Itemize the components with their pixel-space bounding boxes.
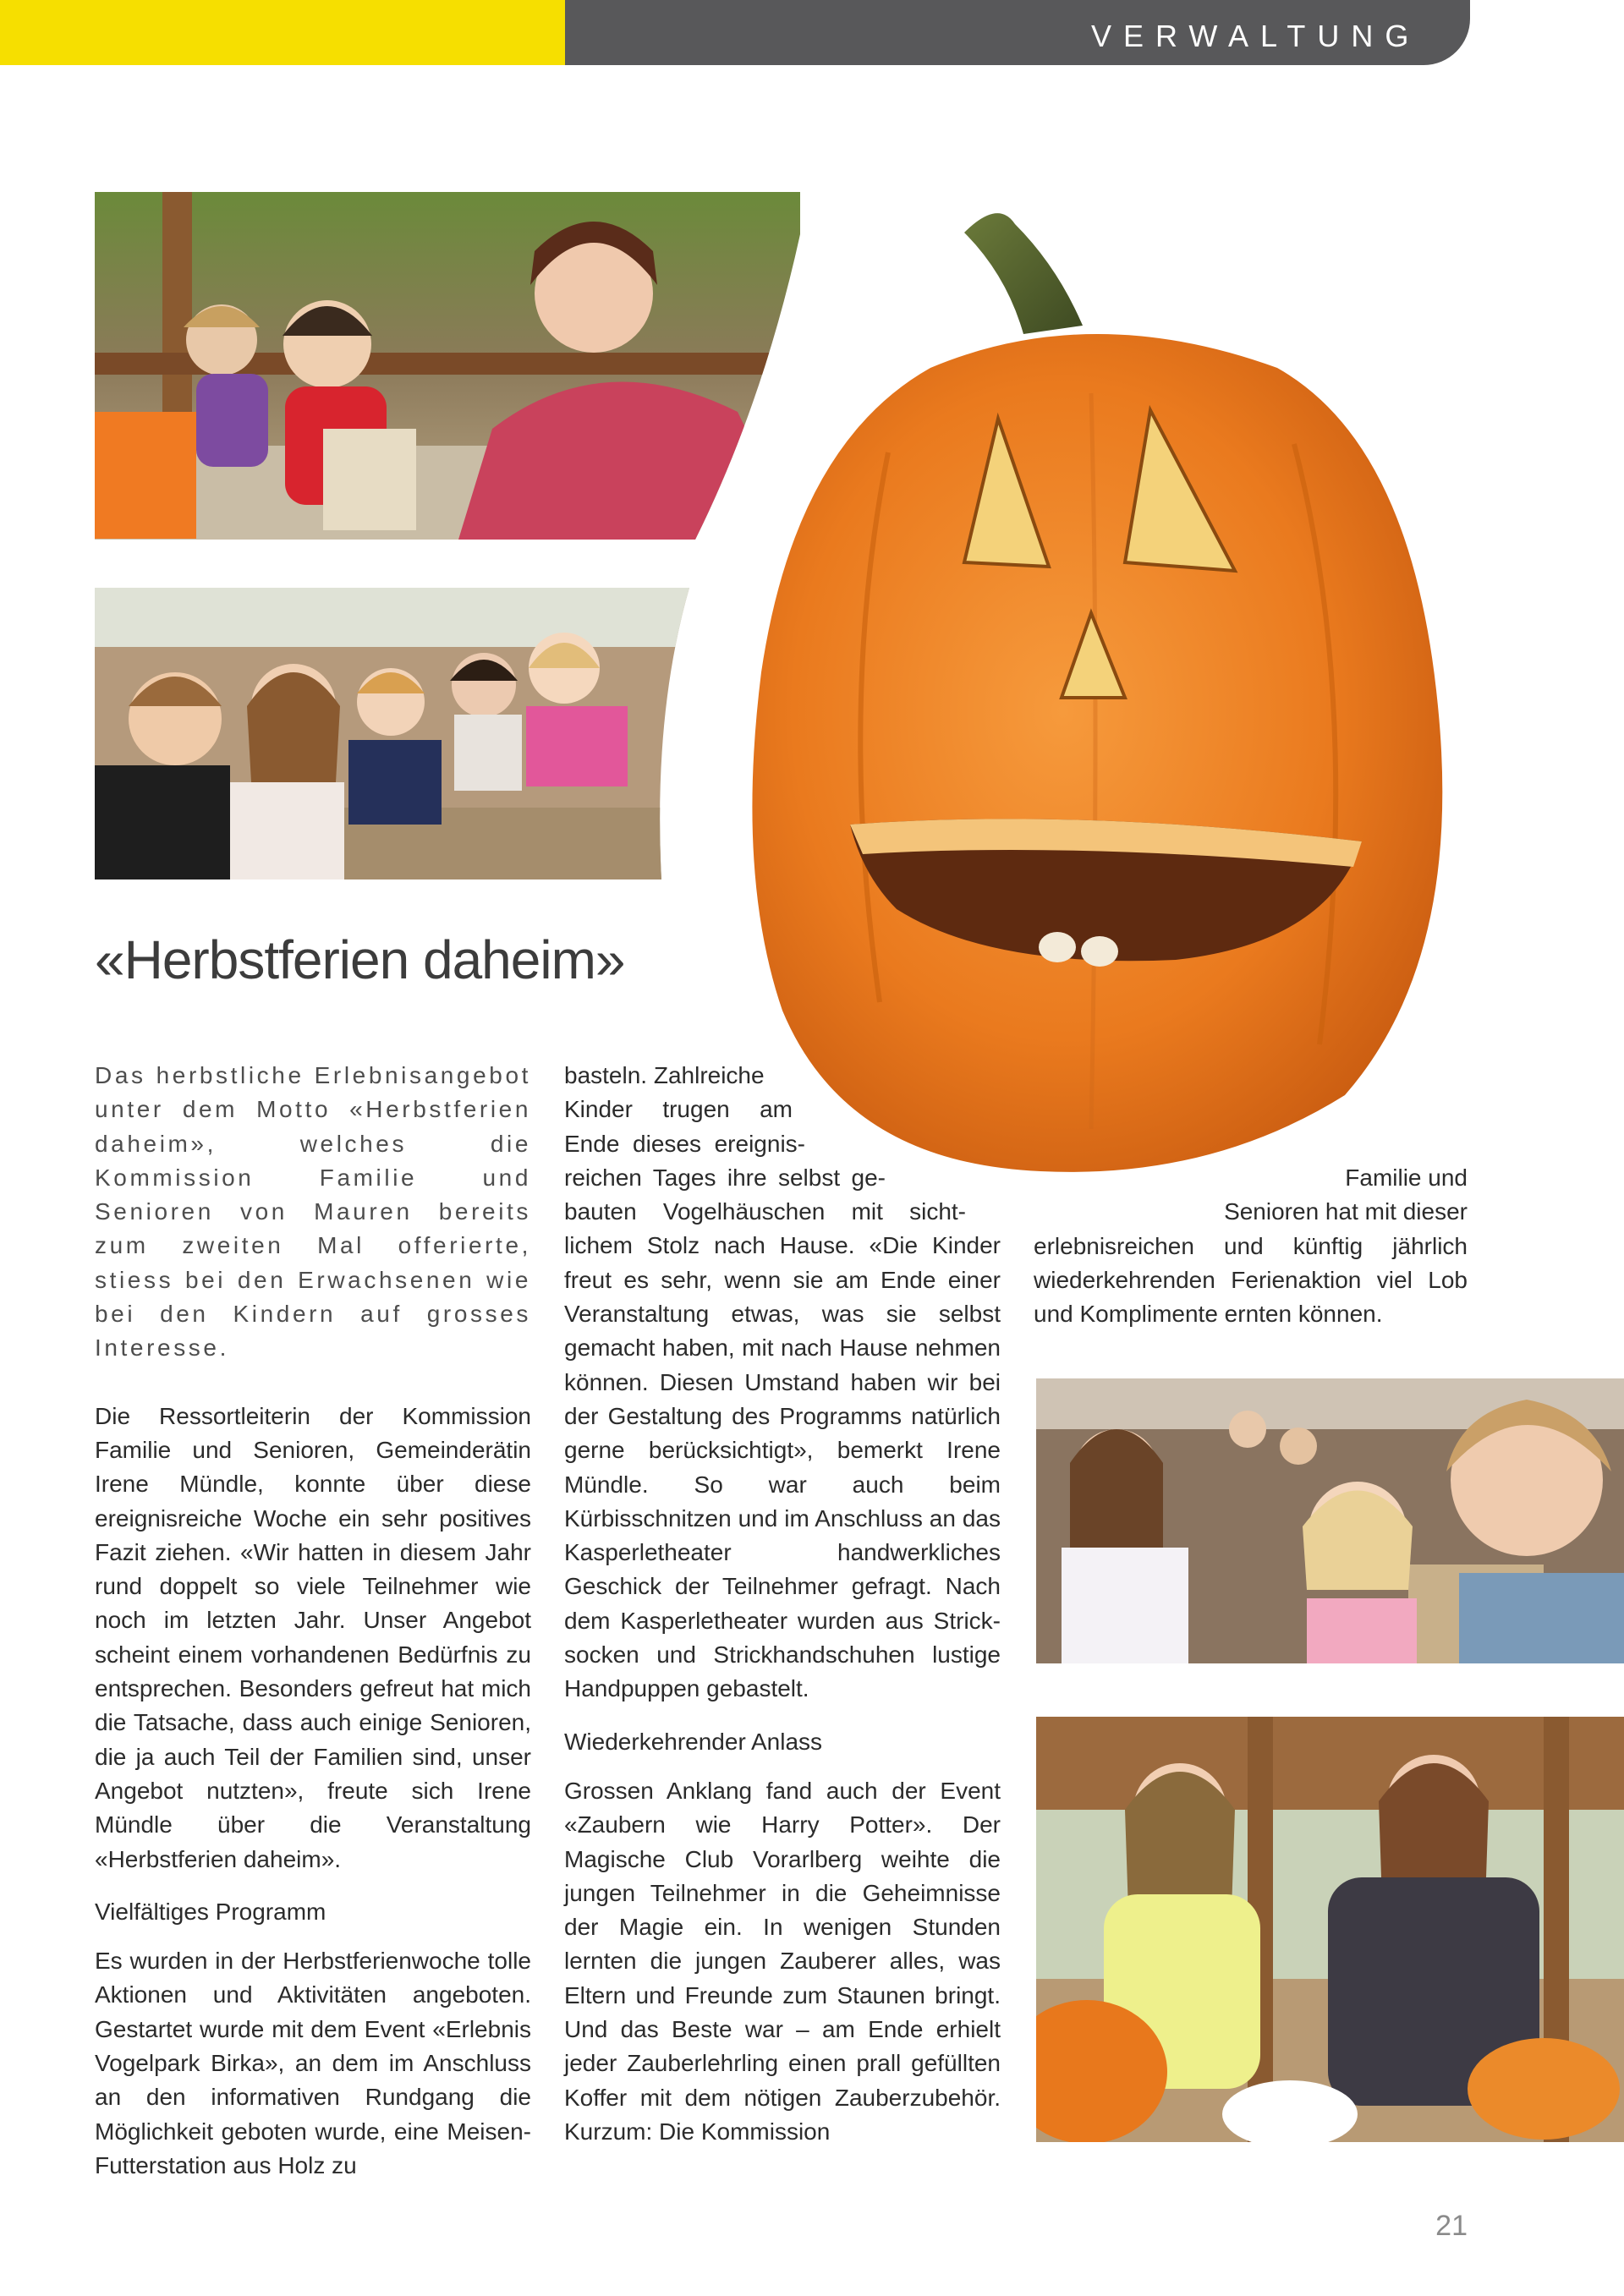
section-label: VERWALTUNG — [1091, 19, 1421, 53]
article-title: «Herbstferien daheim» — [95, 929, 625, 990]
header-yellow-bar — [0, 0, 565, 65]
article-paragraph: erlebnisreichen und künftig jährlich wiederkehrenden Ferienaktion viel Lob und Komplimente ernten können. — [1034, 1232, 1468, 1328]
article-lead: Das herbstliche Erlebnisangebot unter dem Motto «Herbstferien daheim», welches die Kommission Familie und Senioren von Mauren bereits zum zweiten Mal offerierte, stiess bei den Erwachsenen wie bei den Kindern auf grosses Interesse. — [95, 1062, 531, 1362]
page-number: 21 — [1435, 2210, 1468, 2242]
photo-kids-crafting-wood — [95, 192, 800, 540]
article-column-1 — [95, 1059, 531, 2183]
photo-pumpkin-jack-o-lantern — [736, 199, 1463, 1180]
article-wrap-line: Ende dieses ereignis- — [564, 1130, 805, 1157]
subheading-vielfaeltiges-programm: Vielfältiges Programm — [95, 1898, 326, 1925]
article-wrap-line: reichen Tages ihre selbst ge- — [564, 1164, 886, 1191]
article-wrap-line: basteln. Zahlreiche — [564, 1062, 765, 1088]
article-wrap-line: bauten Vogelhäuschen mit sicht- — [564, 1198, 966, 1225]
article-paragraph: lichem Stolz nach Hause. «Die Kinder freut es sehr, wenn sie am Ende einer Veranstaltung etwas, was sie selbst gemacht haben, mit nach Hause nehmen können. Diesen Umstand haben wir bei der Gestaltung des Programms natürlich gerne berücksichtigt», bemerkt Irene Mündle. So war auch beim Kürbisschnitzen und im Anschluss an das Kasperletheater handwerkliches Geschick der Teilnehmer gefragt. Nach dem Kasperletheater wurden aus Strick-socken und Strickhandschuhen lustige Handpuppen gebastelt. — [564, 1232, 1001, 1702]
article-column-3 — [1034, 1161, 1468, 1331]
article-wrap-line: Familie und — [1345, 1164, 1468, 1191]
article-wrap-line: Senioren hat mit dieser — [1224, 1198, 1468, 1225]
article-paragraph: Grossen Anklang fand auch der Event «Zaubern wie Harry Potter». Der Magische Club Vorarlberg weihte die jungen Teilnehmer in die Geheimnisse der Magie ein. In wenigen Stunden lernten die jungen Zauberer alles, was Eltern und Freunde zum Staunen bringt. Und das Beste war – am Ende erhielt jeder Zauberlehrling einen prall gefüllten Koffer mit dem nötigen Zauberzubehör. Kurzum: Die Kommission — [564, 1777, 1001, 2145]
subheading-wiederkehrender-anlass: Wiederkehrender Anlass — [564, 1728, 823, 1755]
article-column-2 — [564, 1059, 1001, 2149]
article-paragraph: Es wurden in der Herbstferienwoche tolle Aktionen und Aktivitäten angeboten. Gestartet wurde mit dem Event «Erlebnis Vogelpark Birka», an dem im Anschluss an den informativen Rundgang die Möglichkeit geboten wurde, eine Meisen-Futterstation aus Holz zu — [95, 1948, 531, 2178]
photo-girl-and-woman-pumpkins — [1036, 1717, 1624, 2142]
photo-children-at-table — [95, 588, 689, 879]
article-paragraph: Die Ressortleiterin der Kommission Familie und Senioren, Gemeinderätin Irene Mündle, konnte über diese ereignisreiche Woche ein sehr positives Fazit ziehen. «Wir hatten in diesem Jahr rund doppelt so viele Teilnehmer wie noch im letzten Jahr. Unser Angebot scheint einem vorhandenen Bedürfnis zu entsprechen. Besonders gefreut hat mich die Tatsache, dass auch einige Senioren, die ja auch Teil der Familien sind, unser Angebot nutzten», freute sich Irene Mündle über die Veranstaltung «Herbstferien daheim». — [95, 1402, 531, 1872]
article-wrap-line: Kinder trugen am — [564, 1096, 793, 1123]
photo-children-audience — [1036, 1378, 1624, 1663]
